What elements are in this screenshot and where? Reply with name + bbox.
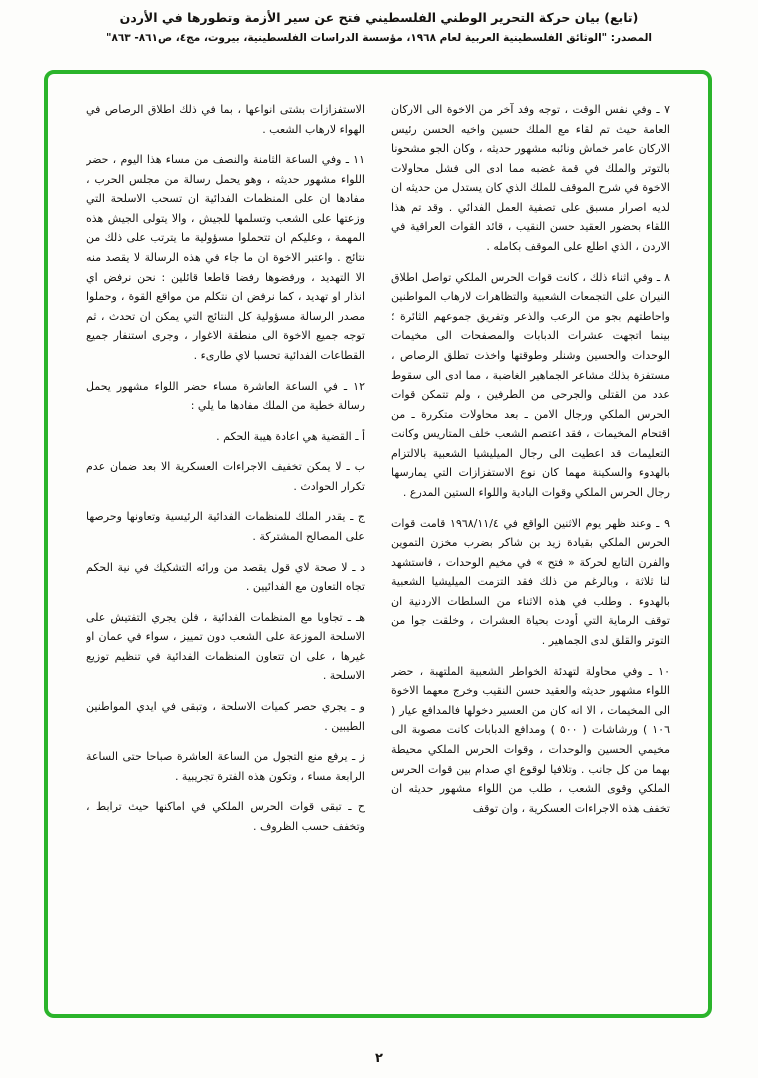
page-number: ٢ <box>375 1051 383 1066</box>
page-header <box>0 0 758 47</box>
paragraph: ج ـ يقدر الملك للمنظمات الفدائية الرئيسية وتعاونها وحرصها على المصالح المشتركة . <box>86 510 365 543</box>
paragraph: هـ ـ تجاوبا مع المنظمات الفدائية ، فلن يجري التفتيش على الاسلحة الموزعة على الشعب دون تمييز ، سواء في عمان او غيرها ، على ان تتعاون المنظمات الفدائية في تنظيم توزيع الاسلحة . <box>86 610 365 683</box>
paragraph: و ـ يجري حصر كميات الاسلحة ، وتبقى في ايدي المواطنين الطيبين . <box>86 700 365 733</box>
paragraph: ح ـ تبقى قوات الحرس الملكي في اماكنها حيث ترابط ، وتخفف حسب الظروف . <box>86 800 365 833</box>
text-columns <box>48 74 708 1014</box>
paragraph: ب ـ لا يمكن تخفيف الاجراءات العسكرية الا بعد ضمان عدم تكرار الحوادث . <box>86 460 365 493</box>
paragraph: ز ـ يرفع منع التجول من الساعة العاشرة صباحا حتى الساعة الرابعة مساء ، وتكون هذه الفترة تجريبية . <box>86 750 365 783</box>
text-column-left <box>86 100 365 988</box>
paragraph: الاستفزازات بشتى انواعها ، بما في ذلك اطلاق الرصاص في الهواء لارهاب الشعب . <box>86 103 365 136</box>
paragraph: ٧ ـ وفي نفس الوقت ، توجه وفد آخر من الاخوة الى الاركان العامة حيث تم لقاء مع الملك حسين واخيه الحسن رئيس الاركان عامر خماش ونائبه مشهور حديثه ، وكان الجو مشحونا بالتوتر والملك في قمة غضبه مما ادى الى فشل محاولات الاخوة في شرح الموقف للملك الذي كان يستدل من حديثه ان لديه اصرار مسبق على تصفية العمل الفدائي . وقد تم هذا اللقاء بحضور العقيد حسن النقيب ، قائد القوات العراقية في الاردن ، الذي اطلع على الموقف بكامله . <box>391 103 670 254</box>
paragraph: ١٠ ـ وفي محاولة لتهدئة الخواطر الشعبية الملتهبة ، حضر اللواء مشهور حديثه والعقيد حسن النقيب وخرج معهما الاخوة الى المخيمات ، الا انه كان من العسير دخولها فالمدافع عيار ( ١٠٦ ) ورشاشات ( ٥٠٠ ) ومدافع الدبابات كانت مصوبة الى مخيمي الحسين والوحدات ، وقوات الحرس الملكي محيطة بهما من كل جانب . وتلافيا لوقوع اي صدام بين قوات الحرس الملكي وقوى الشعب ، طلب من اللواء مشهور حديثه ان تخفف هذه الاجراءات العسكرية ، وان توقف <box>391 664 670 815</box>
paragraph: أ ـ القضية هي اعادة هيبة الحكم . <box>216 429 365 443</box>
paragraph: ١٢ ـ في الساعة العاشرة مساء حضر اللواء مشهور يحمل رسالة خطية من الملك مفادها ما يلي : <box>86 379 365 413</box>
paragraph: ١١ ـ وفي الساعة الثامنة والنصف من مساء هذا اليوم ، حضر اللواء مشهور حديثه ، وهو يحمل رسالة من مجلس الحرب ، مفادها ان على المنظمات الفدائية ان تسحب الاسلحة التي وزعتها على الشعب وتسلمها للجيش ، والا يتولى الجيش هذه المهمة ، وعليكم ان تتحملوا مسؤولية ما يترتب على ذلك من نتائج . واعتبر الاخوة ان ما جاء في هذه الرسالة لا يقصد منه الا التهديد ، ورفضوها رفضا قاطعا قائلين : نحن نرفض اي انذار او تهديد ، كما نرفض ان نتكلم من مواقع القوة ، وحملوا مصدر الرسالة مسؤولية كل النتائج التي يمكن ان تحدث ، ثم توجه جميع الاخوة الى منطقة الاغوار ، وجرى استنفار جميع القطاعات الفدائية تحسبا لاي طارىء . <box>86 153 365 362</box>
text-column-right <box>391 100 670 988</box>
paragraph: ٨ ـ وفي اثناء ذلك ، كانت قوات الحرس الملكي تواصل اطلاق النيران على التجمعات الشعبية والتظاهرات لارهاب المواطنين واحاطتهم بجو من الرعب والذعر وتفريق جموعهم الثائرة ؛ بينما اتجهت عشرات الدبابات والمصفحات الى مخيمات الوحدات والحسين وشنلر وطوقتها واخذت تطلق الرصاص ، مستفزة بذلك مشاعر الجماهير الغاضبة ، مما ادى الى سقوط عدد من القتلى والجرحى من الطرفين ، ولم تتمكن قوات الحرس الملكي ورجال الامن ـ بعد محاولات متكررة ـ من اقتحام المخيمات ، فقد اعتصم الشعب خلف المتاريس وكانت التعليمات قد اعطيت الى رجال الميليشيا الشعبية بالالتزام بالهدوء والسكينة مهما كان نوع الاستفزازات التي يمارسها رجال الحرس الملكي وقوات البادية واللواء الستين المدرع . <box>391 270 670 499</box>
paragraph: ٩ ـ وعند ظهر يوم الاثنين الواقع في ١٩٦٨/١١/٤ قامت قوات الحرس الملكي بقيادة زيد بن شاكر بضرب مخزن التموين والفرن التابع لحركة « فتح » في مخيم الوحدات ، فاستشهد لنا ثلاثة ، وبالرغم من ذلك فقد التزمت الميليشيا الشعبية بالهدوء . وطلب في هذه الاثناء من السلطات الاردنية ان توقف الرماية التي أودت بحياة العشرات ، وخلقت جوا من التوتر والقلق لدى الجماهير . <box>391 516 670 648</box>
document-title: (تابع) بيان حركة التحرير الوطني الفلسطيني فتح عن سير الأزمة وتطورها في الأردن <box>119 10 639 25</box>
green-border-frame <box>44 70 712 1018</box>
paragraph: د ـ لا صحة لاي قول يقصد من ورائه التشكيك في نية الحكم تجاه التعاون مع الفدائيين . <box>86 560 365 594</box>
document-source: المصدر: "الوثائق الفلسطينية العربية لعام ١٩٦٨، مؤسسة الدراسات الفلسطينية، بيروت، مج٤، ص٨٦١- ٨٦٣" <box>105 32 653 44</box>
